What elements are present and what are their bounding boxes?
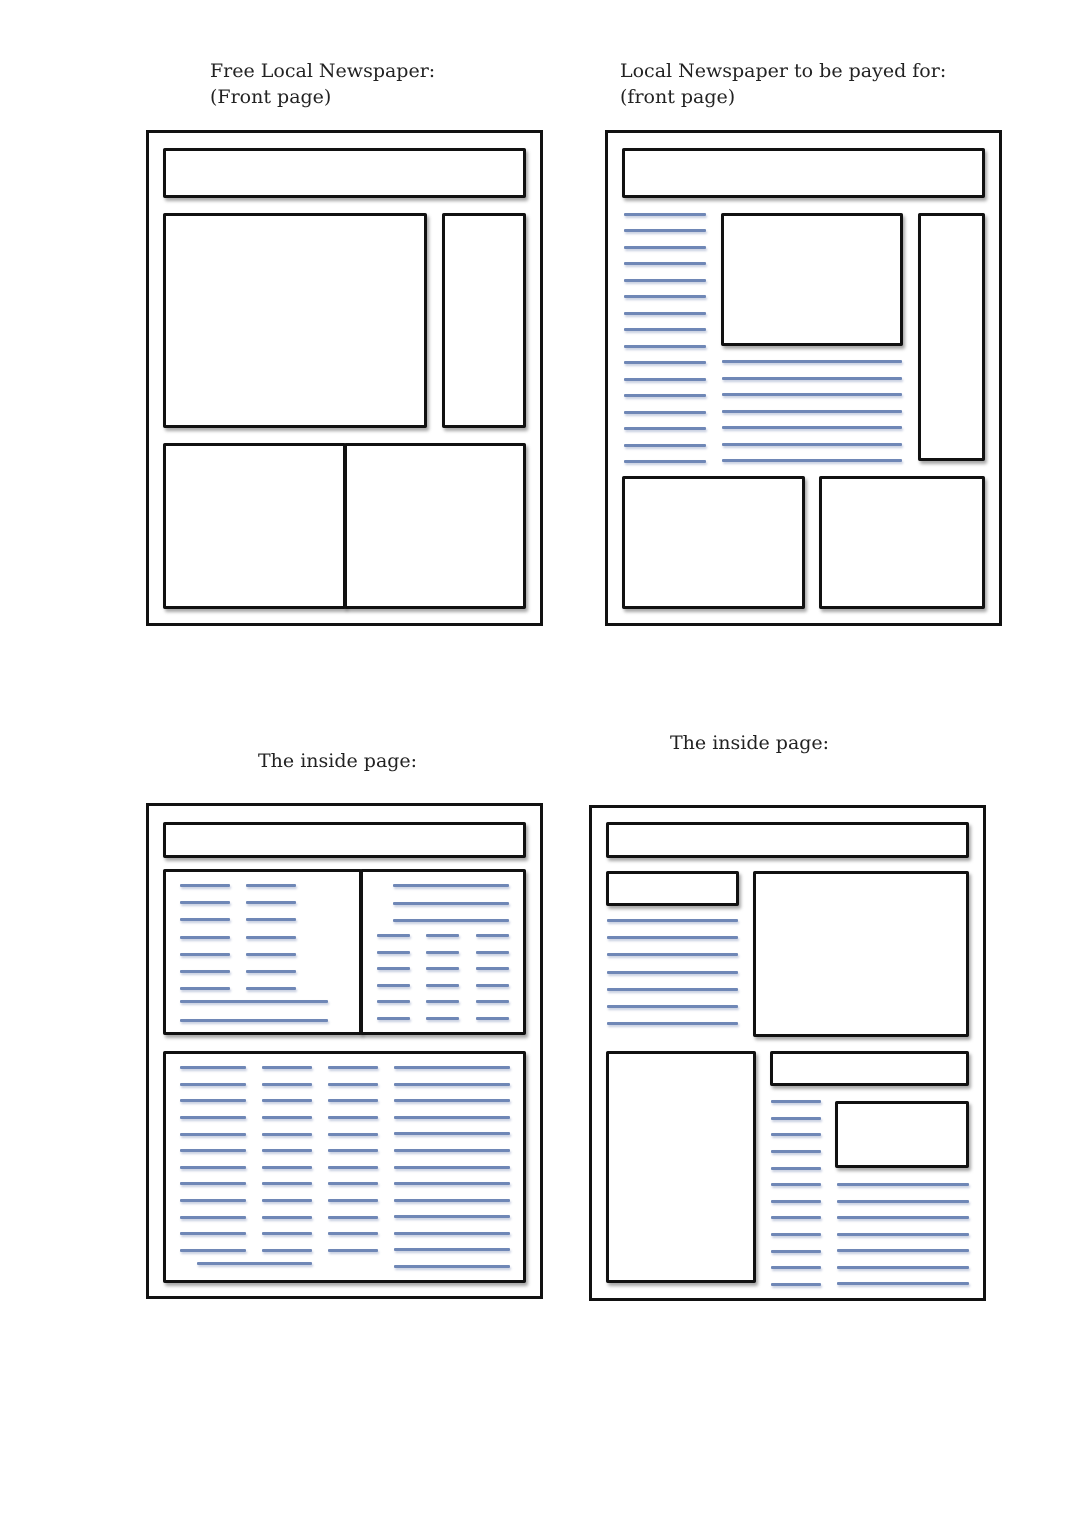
- text-column: [426, 934, 459, 1020]
- header-box: [163, 822, 526, 858]
- text-placeholder-line: [837, 1216, 969, 1219]
- text-placeholder-line: [180, 1099, 246, 1102]
- text-placeholder-line: [262, 1166, 312, 1169]
- caption-line: (Front page): [210, 86, 332, 108]
- text-placeholder-line: [180, 936, 230, 939]
- text-placeholder-line: [262, 1099, 312, 1102]
- text-placeholder-line: [476, 951, 509, 954]
- text-column: [246, 884, 296, 990]
- text-placeholder-line: [837, 1282, 969, 1285]
- text-placeholder-line: [180, 1232, 246, 1235]
- text-placeholder-line: [328, 1149, 378, 1152]
- text-placeholder-line: [722, 443, 902, 446]
- text-placeholder-line: [328, 1249, 378, 1252]
- caption-free-front-page: [210, 58, 435, 110]
- text-placeholder-line: [771, 1167, 821, 1170]
- text-placeholder-line: [180, 1019, 328, 1022]
- text-placeholder-line: [624, 394, 706, 397]
- text-placeholder-line: [476, 934, 509, 937]
- text-placeholder-line: [771, 1100, 821, 1103]
- text-placeholder-line: [722, 459, 902, 462]
- text-placeholder-line: [607, 953, 738, 956]
- text-column: [328, 1066, 378, 1252]
- text-placeholder-line: [328, 1083, 378, 1086]
- text-placeholder-line: [394, 1132, 510, 1135]
- text-placeholder-line: [624, 378, 706, 381]
- text-placeholder-line: [476, 984, 509, 987]
- caption-line: Free Local Newspaper:: [210, 60, 436, 82]
- story-box-left: [163, 443, 346, 609]
- text-placeholder-line: [180, 1216, 246, 1219]
- text-placeholder-line: [262, 1083, 312, 1086]
- header-box: [606, 822, 969, 858]
- text-placeholder-line: [180, 1166, 246, 1169]
- text-placeholder-line: [607, 1022, 738, 1025]
- text-placeholder-line: [377, 934, 410, 937]
- text-placeholder-line: [624, 345, 706, 348]
- masthead-box: [163, 148, 526, 198]
- text-column: [180, 884, 230, 990]
- text-column-under-image: [722, 360, 902, 462]
- text-placeholder-line: [180, 970, 230, 973]
- text-placeholder-line: [328, 1199, 378, 1202]
- text-placeholder-line: [771, 1216, 821, 1219]
- text-placeholder-line: [262, 1232, 312, 1235]
- text-placeholder-line: [476, 967, 509, 970]
- text-column: [180, 1066, 246, 1252]
- text-placeholder-line: [394, 1099, 510, 1102]
- text-placeholder-line: [837, 1249, 969, 1252]
- text-placeholder-line: [262, 1249, 312, 1252]
- text-placeholder-line: [426, 934, 459, 937]
- text-placeholder-line: [262, 1182, 312, 1185]
- text-placeholder-line: [394, 1182, 510, 1185]
- text-placeholder-line: [180, 1116, 246, 1119]
- text-placeholder-line: [328, 1066, 378, 1069]
- text-placeholder-line: [426, 984, 459, 987]
- image-box: [753, 871, 969, 1037]
- text-placeholder-line: [394, 1248, 510, 1251]
- text-column: [607, 919, 738, 1025]
- text-placeholder-line: [246, 987, 296, 990]
- text-placeholder-line: [393, 919, 509, 922]
- text-placeholder-line: [426, 1017, 459, 1020]
- text-placeholder-line: [607, 919, 738, 922]
- text-placeholder-line: [607, 1005, 738, 1008]
- main-image-box: [163, 213, 427, 428]
- text-placeholder-line: [722, 393, 902, 396]
- side-column-box: [918, 213, 985, 461]
- text-placeholder-line: [624, 427, 706, 430]
- text-column: [476, 934, 509, 1020]
- text-placeholder-line: [394, 1199, 510, 1202]
- masthead-box: [622, 148, 985, 198]
- text-placeholder-line: [393, 902, 509, 905]
- text-placeholder-line: [246, 953, 296, 956]
- text-placeholder-line: [328, 1133, 378, 1136]
- text-placeholder-line: [607, 936, 738, 939]
- text-placeholder-line: [377, 1017, 410, 1020]
- caption-paid-front-page: [620, 58, 946, 110]
- text-placeholder-line: [246, 884, 296, 887]
- text-placeholder-line: [394, 1215, 510, 1218]
- text-placeholder-line: [771, 1233, 821, 1236]
- headline-box: [606, 871, 739, 906]
- caption-free-inside-page: [258, 748, 417, 774]
- text-placeholder-line: [262, 1199, 312, 1202]
- text-placeholder-line: [393, 884, 509, 887]
- text-placeholder-line: [180, 1249, 246, 1252]
- text-placeholder-line: [722, 410, 902, 413]
- text-placeholder-line: [377, 1000, 410, 1003]
- text-placeholder-line: [180, 1149, 246, 1152]
- text-placeholder-line: [426, 967, 459, 970]
- text-column: [197, 1262, 312, 1268]
- text-placeholder-line: [262, 1133, 312, 1136]
- text-placeholder-line: [262, 1116, 312, 1119]
- text-placeholder-line: [197, 1262, 312, 1265]
- text-placeholder-line: [624, 229, 706, 232]
- text-placeholder-line: [377, 967, 410, 970]
- story-box-left: [622, 476, 805, 609]
- main-image-box: [721, 213, 903, 346]
- text-placeholder-line: [624, 213, 706, 216]
- text-placeholder-line: [624, 361, 706, 364]
- text-placeholder-line: [394, 1232, 510, 1235]
- text-placeholder-line: [328, 1232, 378, 1235]
- text-placeholder-line: [624, 444, 706, 447]
- text-placeholder-line: [262, 1149, 312, 1152]
- text-placeholder-line: [180, 953, 230, 956]
- text-placeholder-line: [624, 460, 706, 463]
- text-column: [393, 884, 509, 922]
- headline-box: [770, 1051, 969, 1086]
- caption-line: The inside page:: [670, 732, 830, 754]
- text-placeholder-line: [328, 1216, 378, 1219]
- text-placeholder-line: [426, 951, 459, 954]
- text-placeholder-line: [837, 1266, 969, 1269]
- text-placeholder-line: [246, 901, 296, 904]
- text-placeholder-line: [394, 1265, 510, 1268]
- text-column: [771, 1100, 821, 1286]
- text-placeholder-line: [771, 1133, 821, 1136]
- text-placeholder-line: [180, 918, 230, 921]
- text-placeholder-line: [607, 971, 738, 974]
- caption-line: (front page): [620, 86, 736, 108]
- text-placeholder-line: [476, 1000, 509, 1003]
- text-placeholder-line: [624, 411, 706, 414]
- text-placeholder-line: [328, 1182, 378, 1185]
- text-placeholder-line: [246, 936, 296, 939]
- text-placeholder-line: [394, 1166, 510, 1169]
- text-placeholder-line: [394, 1066, 510, 1069]
- story-box-right: [819, 476, 985, 609]
- text-placeholder-line: [624, 246, 706, 249]
- text-placeholder-line: [624, 328, 706, 331]
- text-placeholder-line: [377, 984, 410, 987]
- text-placeholder-line: [426, 1000, 459, 1003]
- text-placeholder-line: [624, 262, 706, 265]
- text-column: [837, 1183, 969, 1285]
- text-placeholder-line: [394, 1116, 510, 1119]
- caption-paid-inside-page: [670, 730, 829, 756]
- text-placeholder-line: [328, 1166, 378, 1169]
- text-placeholder-line: [328, 1099, 378, 1102]
- text-placeholder-line: [771, 1250, 821, 1253]
- text-placeholder-line: [246, 918, 296, 921]
- story-box-right: [344, 443, 526, 609]
- text-placeholder-line: [476, 1017, 509, 1020]
- text-placeholder-line: [771, 1183, 821, 1186]
- text-placeholder-line: [394, 1083, 510, 1086]
- image-box-tall: [606, 1051, 756, 1283]
- text-placeholder-line: [624, 295, 706, 298]
- text-placeholder-line: [180, 1066, 246, 1069]
- text-placeholder-line: [246, 970, 296, 973]
- text-placeholder-line: [180, 1000, 328, 1003]
- text-placeholder-line: [722, 360, 902, 363]
- text-placeholder-line: [180, 884, 230, 887]
- text-column: [377, 934, 410, 1020]
- text-placeholder-line: [771, 1117, 821, 1120]
- text-placeholder-line: [771, 1150, 821, 1153]
- text-placeholder-line: [771, 1266, 821, 1269]
- text-placeholder-line: [771, 1283, 821, 1286]
- text-placeholder-line: [722, 377, 902, 380]
- text-placeholder-line: [180, 1133, 246, 1136]
- text-placeholder-line: [722, 426, 902, 429]
- text-column-left: [624, 213, 706, 463]
- text-column: [180, 1000, 328, 1022]
- text-placeholder-line: [624, 312, 706, 315]
- text-placeholder-line: [771, 1200, 821, 1203]
- text-placeholder-line: [262, 1066, 312, 1069]
- text-placeholder-line: [837, 1233, 969, 1236]
- text-placeholder-line: [837, 1200, 969, 1203]
- text-placeholder-line: [328, 1116, 378, 1119]
- text-placeholder-line: [607, 988, 738, 991]
- text-placeholder-line: [180, 901, 230, 904]
- text-placeholder-line: [180, 987, 230, 990]
- caption-line: Local Newspaper to be payed for:: [620, 60, 947, 82]
- text-column: [394, 1066, 510, 1268]
- text-placeholder-line: [180, 1182, 246, 1185]
- text-column: [262, 1066, 312, 1252]
- caption-line: The inside page:: [258, 750, 418, 772]
- text-placeholder-line: [180, 1083, 246, 1086]
- text-placeholder-line: [262, 1216, 312, 1219]
- text-placeholder-line: [624, 279, 706, 282]
- side-column-box: [442, 213, 526, 428]
- text-placeholder-line: [180, 1199, 246, 1202]
- text-placeholder-line: [837, 1183, 969, 1186]
- small-image-box: [835, 1101, 969, 1168]
- text-placeholder-line: [394, 1149, 510, 1152]
- text-placeholder-line: [377, 951, 410, 954]
